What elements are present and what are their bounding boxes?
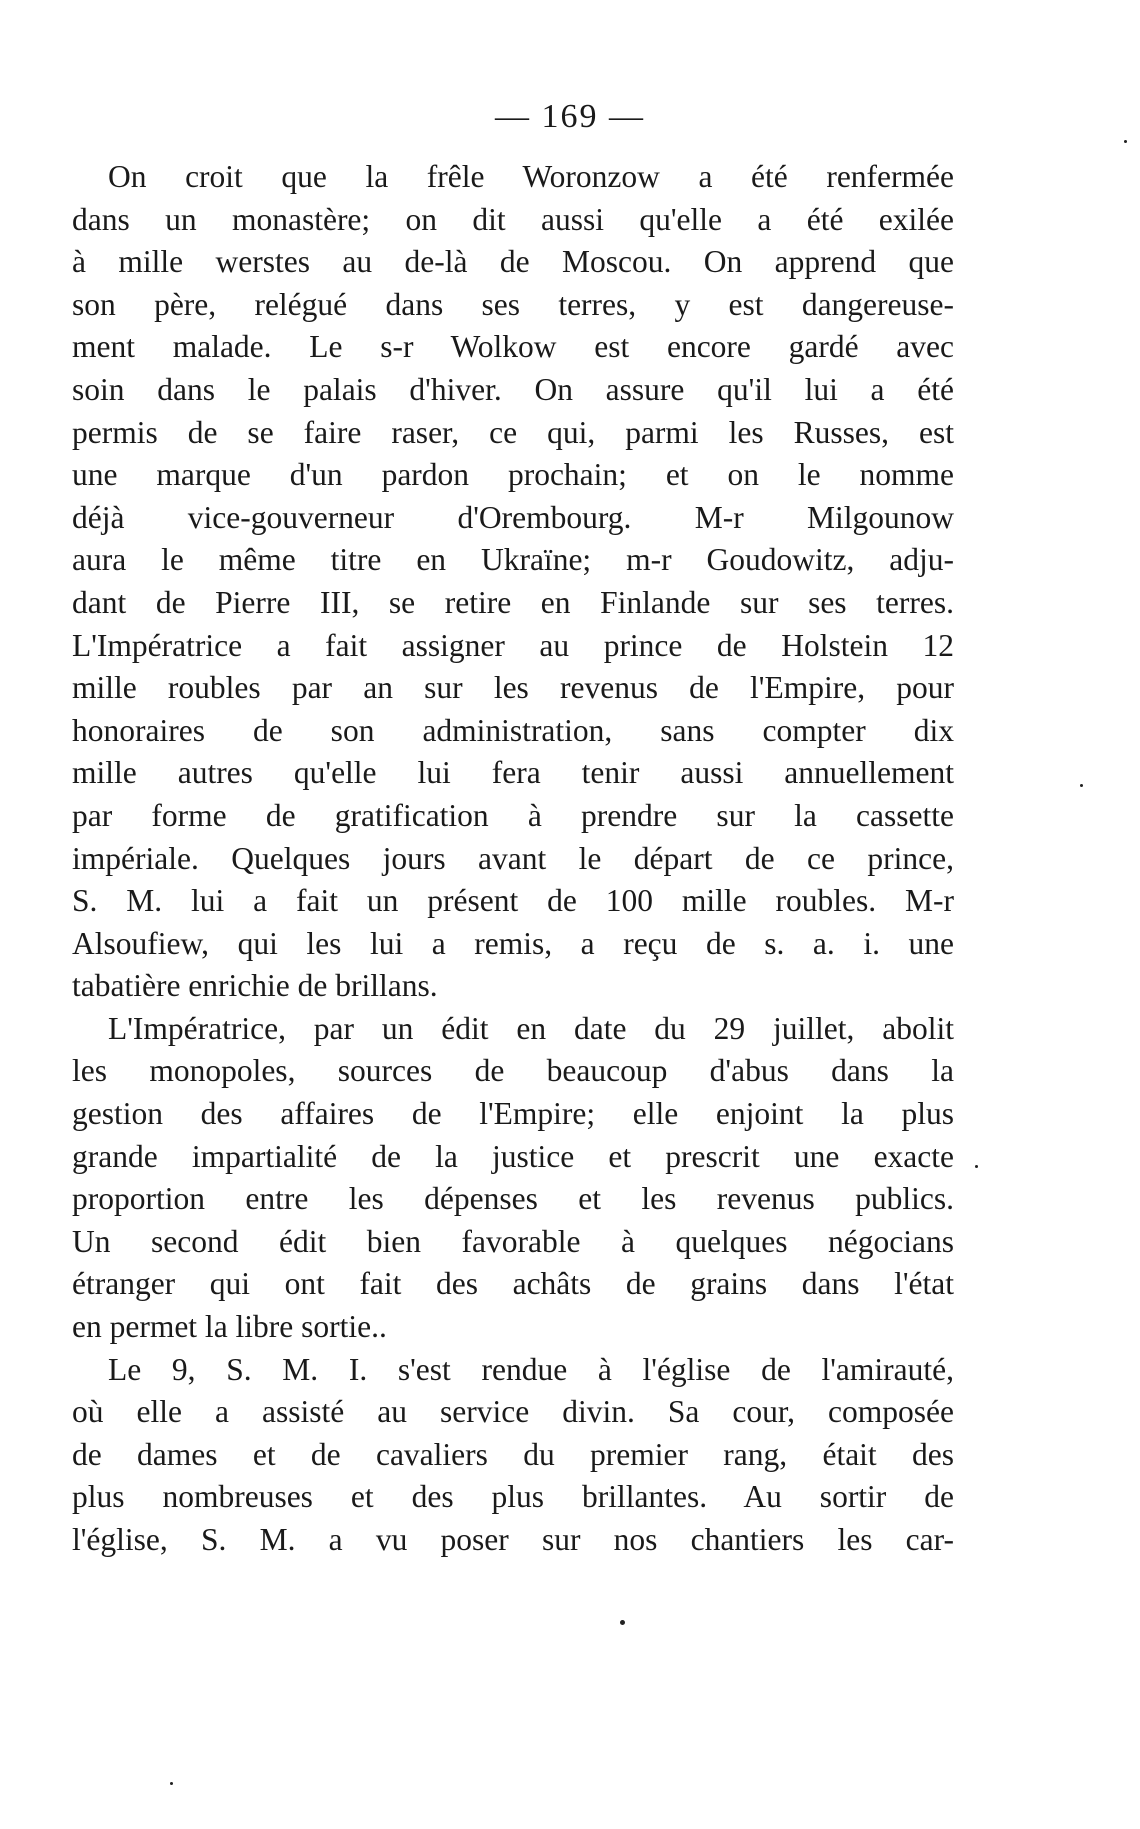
text-line: plus nombreuses et des plus brillantes. Au sortir de	[72, 1479, 954, 1515]
text-line: permis de se faire raser, ce qui, parmi les Russes, est	[72, 414, 954, 450]
text-line: l'église, S. M. a vu poser sur nos chantiers les car-	[72, 1522, 954, 1557]
text-line: mille autres qu'elle lui fera tenir aussi annuellement	[72, 755, 954, 791]
scan-speck	[620, 1620, 625, 1625]
text-line: soin dans le palais d'hiver. On assure qu'il lui a été	[72, 371, 954, 407]
text-line: grande impartialité de la justice et prescrit une exacte	[72, 1138, 954, 1174]
text-line: étranger qui ont fait des achâts de grains dans l'état	[72, 1266, 954, 1302]
scan-speck	[1080, 784, 1083, 787]
text-line: où elle a assisté au service divin. Sa cour, composée	[72, 1394, 954, 1430]
text-line: dans un monastère; on dit aussi qu'elle a été exilée	[72, 201, 954, 237]
text-line: impériale. Quelques jours avant le départ de ce prince,	[72, 840, 954, 876]
page-number: — 169 —	[495, 98, 645, 135]
text-line: Un second édit bien favorable à quelques négocians	[72, 1223, 954, 1259]
text-line: Le 9, S. M. I. s'est rendue à l'église de l'amirauté,	[108, 1351, 954, 1387]
text-line: Alsoufiew, qui les lui a remis, a reçu de s. a. i. une	[72, 925, 954, 961]
text-line: par forme de gratification à prendre sur la cassette	[72, 797, 954, 833]
text-line: tabatière enrichie de brillans.	[72, 968, 438, 1004]
scan-speck	[170, 1782, 173, 1785]
scan-speck	[975, 1165, 978, 1168]
text-line: honoraires de son administration, sans compter dix	[72, 712, 954, 748]
text-line: de dames et de cavaliers du premier rang, était des	[72, 1436, 954, 1472]
text-line: une marque d'un pardon prochain; et on le nomme	[72, 457, 954, 493]
text-line: S. M. lui a fait un présent de 100 mille roubles. M-r	[72, 883, 954, 919]
text-line: son père, relégué dans ses terres, y est dangereuse-	[72, 286, 954, 322]
text-line: L'Impératrice a fait assigner au prince de Holstein 12	[72, 627, 954, 663]
text-line: déjà vice-gouverneur d'Orembourg. M-r Milgounow	[72, 499, 954, 535]
text-line: L'Impératrice, par un édit en date du 29 juillet, abolit	[108, 1010, 954, 1046]
text-line: dant de Pierre III, se retire en Finlande sur ses terres.	[72, 584, 954, 620]
text-line: proportion entre les dépenses et les revenus publics.	[72, 1181, 954, 1217]
body-text	[72, 156, 954, 1562]
text-line: les monopoles, sources de beaucoup d'abus dans la	[72, 1053, 954, 1089]
text-line: à mille werstes au de-là de Moscou. On apprend que	[72, 244, 954, 280]
text-line: aura le même titre en Ukraïne; m-r Goudowitz, adju-	[72, 542, 954, 578]
scan-speck	[1124, 140, 1127, 143]
text-line: mille roubles par an sur les revenus de l'Empire, pour	[72, 670, 954, 706]
text-line: ment malade. Le s-r Wolkow est encore gardé avec	[72, 329, 954, 365]
text-line: On croit que la frêle Woronzow a été renfermée	[108, 159, 954, 194]
text-line: en permet la libre sortie..	[72, 1309, 387, 1345]
text-line: gestion des affaires de l'Empire; elle enjoint la plus	[72, 1096, 954, 1132]
